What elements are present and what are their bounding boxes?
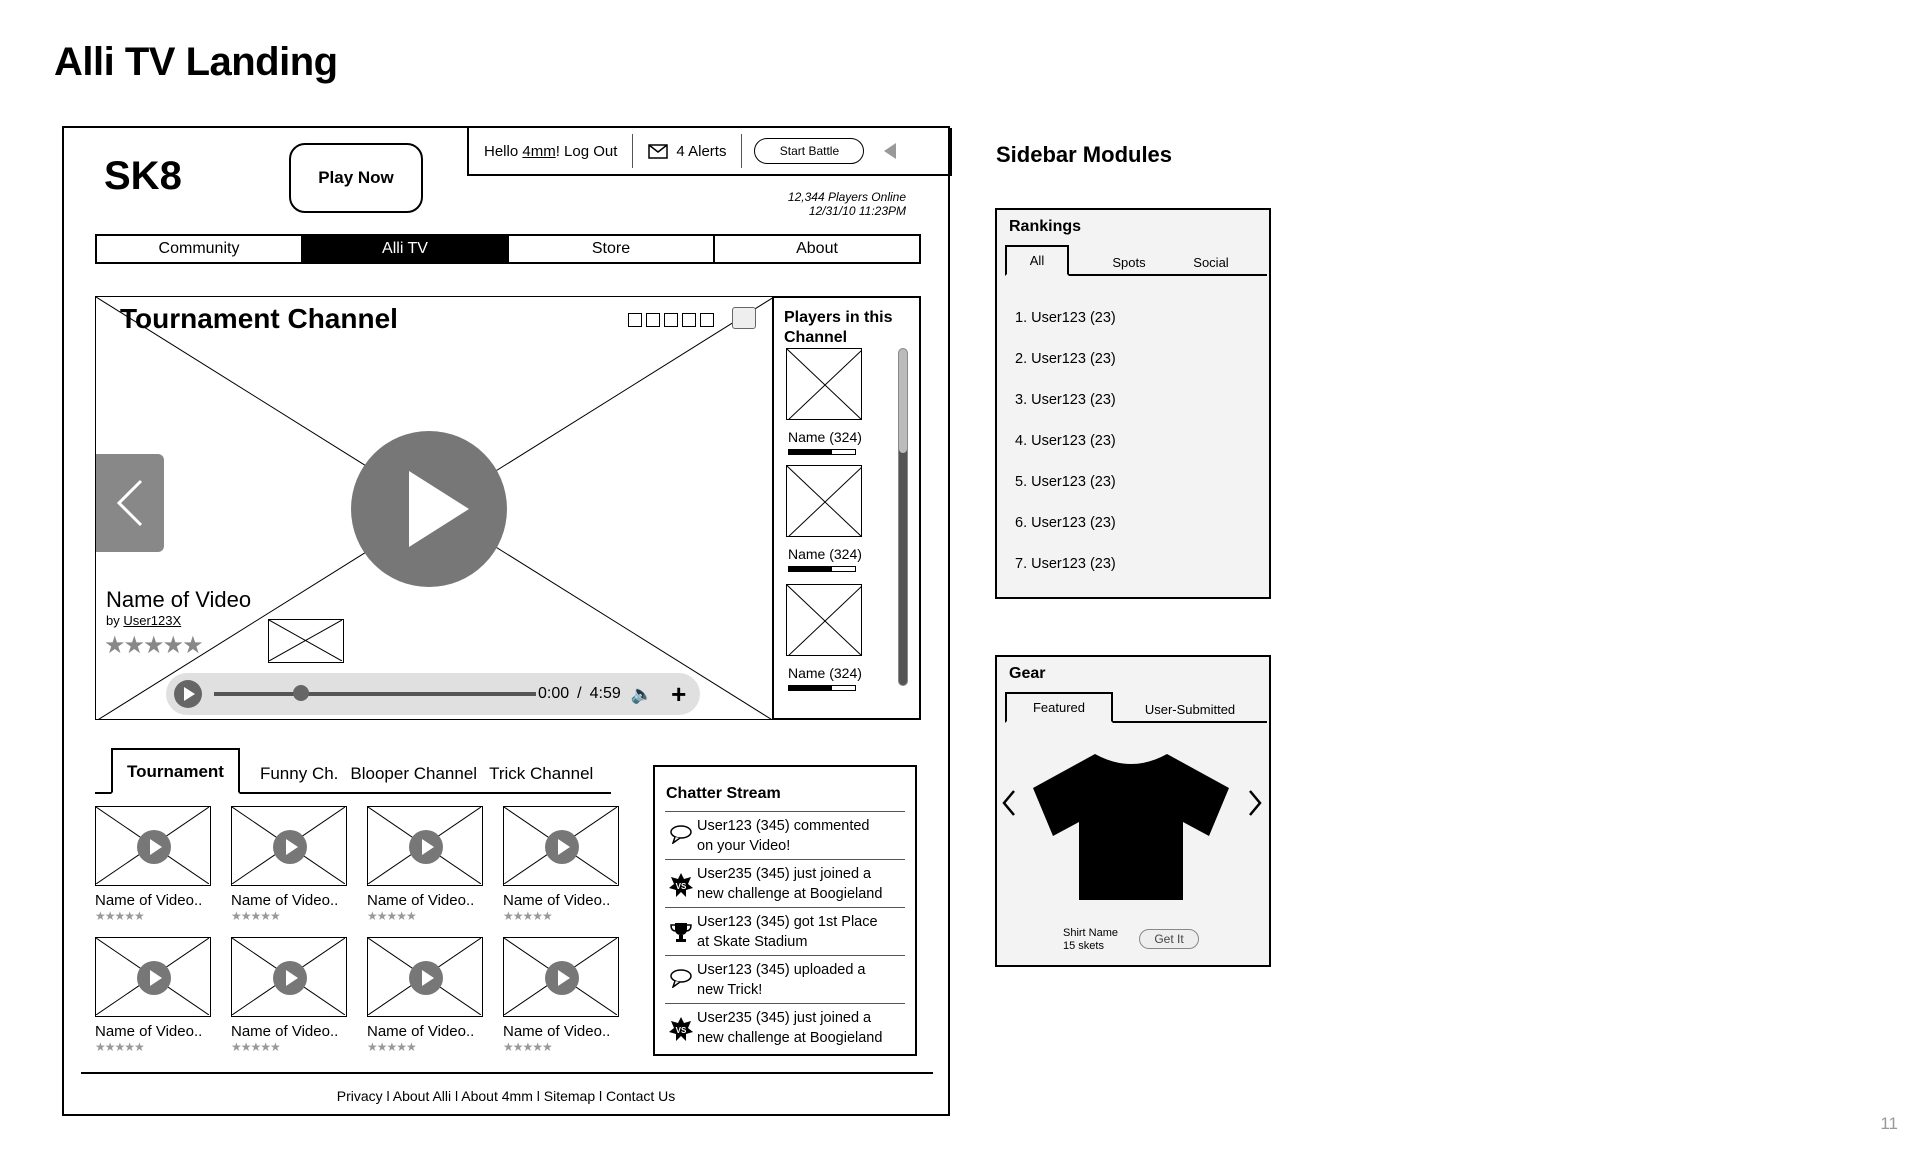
player-level-bar (788, 566, 856, 572)
tab-user-submitted[interactable]: User-Submitted (1144, 702, 1236, 717)
play-icon[interactable] (545, 830, 579, 864)
player-card[interactable] (786, 348, 862, 455)
ranking-item[interactable]: 4. User123 (23) (1015, 433, 1116, 449)
channel-tabs (95, 750, 611, 794)
main-nav (95, 234, 921, 264)
video-thumbnail-card[interactable] (367, 937, 483, 1054)
play-icon[interactable] (137, 830, 171, 864)
video-author (106, 613, 181, 628)
thumbnail-title: Name of Video.. (231, 1023, 339, 1040)
gear-tabs (1005, 691, 1267, 723)
thumbnail-rating: ★★★★★ (367, 1040, 416, 1054)
players-scrollbar[interactable] (898, 348, 908, 686)
video-player[interactable] (95, 296, 773, 720)
chatter-line: User123 (345) got 1st Place (697, 914, 878, 930)
username-link[interactable]: 4mm (522, 142, 556, 160)
trophy-icon (665, 912, 697, 949)
chatter-item[interactable] (665, 955, 905, 1003)
thumbnail-image (367, 937, 483, 1017)
player-avatar (786, 584, 862, 656)
previous-video-button[interactable] (96, 454, 164, 552)
thumbnail-rating: ★★★★★ (95, 909, 144, 923)
slide-dot[interactable] (628, 313, 642, 327)
tab-all[interactable]: All (1005, 245, 1069, 276)
video-thumbnail-card[interactable] (231, 937, 347, 1054)
seek-handle[interactable] (293, 685, 309, 701)
thumbnail-title: Name of Video.. (95, 1023, 203, 1040)
chatter-text (697, 912, 878, 952)
greeting-suffix: ! (555, 142, 560, 160)
video-thumbnail-card[interactable] (503, 937, 619, 1054)
by-label: by (106, 613, 124, 628)
thumbnail-rating: ★★★★★ (503, 909, 552, 923)
players-online: 12,344 Players Online (787, 190, 906, 204)
greeting (469, 134, 633, 168)
thumbnail-title: Name of Video.. (503, 892, 611, 909)
slide-dot[interactable] (646, 313, 660, 327)
chatter-line: User123 (345) commented (697, 818, 870, 834)
get-it-button[interactable]: Get It (1139, 929, 1199, 949)
players-panel (772, 296, 921, 720)
start-battle-button[interactable]: Start Battle (754, 138, 864, 164)
rankings-title: Rankings (1009, 218, 1082, 235)
player-card[interactable] (786, 465, 862, 572)
chatter-line: new challenge at Boogieland (697, 1030, 883, 1046)
speech-bubble-icon (665, 816, 697, 849)
chatter-list (665, 811, 905, 1051)
volume-icon[interactable]: 🔈 (630, 683, 654, 704)
channel-title: Tournament Channel (120, 303, 398, 334)
play-icon[interactable] (273, 961, 307, 995)
footer-link-about-4mm[interactable]: About 4mm (461, 1088, 533, 1104)
duration: 4:59 (589, 685, 621, 702)
video-thumbnail-card[interactable] (367, 806, 483, 923)
slide-dot[interactable] (664, 313, 678, 327)
chatter-item[interactable] (665, 811, 905, 859)
sidebar-title: Sidebar Modules (996, 142, 1173, 167)
rankings-tabs (1005, 244, 1267, 276)
greeting-prefix: Hello (484, 142, 523, 160)
rating-stars[interactable]: ★★★★★ (104, 632, 202, 659)
thumbnail-image (95, 806, 211, 886)
chatter-line: User235 (345) just joined a (697, 866, 872, 882)
thumbnail-rating: ★★★★★ (231, 909, 280, 923)
thumbnail-title: Name of Video.. (367, 1023, 475, 1040)
chatter-line: on your Video! (697, 838, 791, 854)
slide-indicators (628, 313, 714, 327)
chatter-text (697, 864, 882, 904)
image-placeholder-cross (269, 620, 342, 661)
tab-trick[interactable]: Trick Channel (489, 764, 594, 783)
footer-separator: l (532, 1088, 544, 1104)
thumbnail-image (95, 937, 211, 1017)
chevron-left-icon (115, 478, 145, 528)
video-thumbnail-card[interactable] (95, 806, 211, 923)
tab-tournament[interactable]: Tournament (111, 748, 240, 794)
chatter-line: at Skate Stadium (697, 934, 808, 950)
envelope-icon (648, 144, 668, 159)
play-icon[interactable] (273, 830, 307, 864)
video-thumbnail-card[interactable] (503, 806, 619, 923)
chatter-line: new Trick! (697, 982, 763, 998)
nav-tab-community[interactable]: Community (97, 236, 303, 262)
nav-tab-alli-tv[interactable]: Alli TV (303, 236, 509, 262)
current-time: 0:00 (538, 685, 570, 702)
page-number: 11 (1880, 1114, 1898, 1133)
shirt-name: Shirt Name (1063, 927, 1119, 939)
online-status (788, 190, 906, 218)
chatter-stream (653, 765, 917, 1056)
thumbnail-image (503, 937, 619, 1017)
thumbnail-rating: ★★★★★ (367, 909, 416, 923)
control-play-button[interactable] (174, 680, 202, 708)
footer-link-contact[interactable]: Contact Us (606, 1088, 676, 1104)
footer-link-about-alli[interactable]: About Alli (392, 1088, 452, 1104)
alerts-label: 4 Alerts (676, 142, 727, 160)
chatter-line: User235 (345) just joined a (697, 1010, 872, 1026)
ranking-item[interactable]: 2. User123 (23) (1015, 351, 1116, 367)
nav-tab-about[interactable]: About (796, 240, 838, 257)
thumbnail-rating: ★★★★★ (95, 1040, 144, 1054)
chatter-text (697, 1008, 882, 1048)
chatter-item[interactable] (665, 1003, 905, 1051)
thumbnail-title: Name of Video.. (231, 892, 339, 909)
big-play-button[interactable] (351, 431, 507, 587)
play-icon[interactable] (545, 961, 579, 995)
add-icon[interactable]: + (671, 678, 687, 709)
svg-text:VS: VS (675, 882, 687, 891)
play-icon (351, 431, 507, 587)
thumbnail-rating: ★★★★★ (231, 1040, 280, 1054)
chatter-text (697, 960, 865, 1000)
thumbnail-image (503, 806, 619, 886)
footer-separator: l (451, 1088, 462, 1104)
site-wireframe (62, 126, 950, 1116)
thumbnail-rating: ★★★★★ (503, 1040, 552, 1054)
footer-separator: l (595, 1088, 606, 1104)
nav-tab-store[interactable]: Store (509, 236, 715, 262)
seek-bar[interactable] (214, 692, 536, 696)
play-icon[interactable] (409, 830, 443, 864)
alerts-link[interactable] (633, 134, 742, 168)
rankings-module (995, 208, 1271, 599)
time-separator: / (577, 685, 582, 702)
ranking-item[interactable]: 6. User123 (23) (1015, 515, 1116, 531)
gear-module (995, 655, 1271, 967)
player-level-bar (788, 449, 856, 455)
thumbnail-image (231, 937, 347, 1017)
chatter-item[interactable] (665, 907, 905, 955)
author-link[interactable]: User123X (123, 613, 182, 628)
gear-next-arrow[interactable] (1247, 787, 1263, 826)
player-avatar (786, 348, 862, 420)
scrollbar-thumb[interactable] (899, 349, 907, 453)
video-controls (166, 673, 700, 715)
ranking-item[interactable]: 1. User123 (23) (1015, 310, 1116, 326)
gear-prev-arrow[interactable] (1001, 787, 1017, 826)
shirt-info (1063, 927, 1118, 953)
tab-blooper[interactable]: Blooper Channel (350, 764, 478, 783)
tab-social[interactable]: Social (1193, 255, 1229, 270)
user-bar (467, 128, 952, 176)
tab-featured[interactable]: Featured (1005, 692, 1113, 723)
speech-bubble-icon (665, 960, 697, 993)
footer-link-sitemap[interactable]: Sitemap (543, 1088, 596, 1104)
play-now-button[interactable]: Play Now (289, 143, 423, 213)
rankings-list (1015, 298, 1116, 585)
video-thumbnail-card[interactable] (231, 806, 347, 923)
player-name: Name (324) (788, 665, 862, 681)
video-thumbnail[interactable] (268, 619, 344, 663)
vs-badge-icon (665, 1008, 697, 1047)
chatter-text (697, 816, 869, 856)
footer-links (64, 1088, 948, 1104)
svg-text:VS: VS (675, 1026, 687, 1035)
logout-link[interactable]: Log Out (564, 142, 618, 160)
footer-separator: l (382, 1088, 393, 1104)
video-thumbnail-card[interactable] (95, 937, 211, 1054)
shirt-price: 15 skets (1063, 940, 1104, 952)
thumbnail-title: Name of Video.. (367, 892, 475, 909)
collapse-arrow-icon[interactable] (884, 143, 896, 159)
chatter-line: User123 (345) uploaded a (697, 962, 866, 978)
video-grid (95, 806, 619, 1054)
ranking-item[interactable]: 3. User123 (23) (1015, 392, 1116, 408)
video-name: Name of Video (106, 587, 252, 612)
tab-funny[interactable]: Funny Ch. (259, 764, 339, 783)
site-logo[interactable]: SK8 (104, 154, 182, 198)
player-name: Name (324) (788, 429, 862, 445)
play-icon[interactable] (409, 961, 443, 995)
chatter-line: new challenge at Boogieland (697, 886, 883, 902)
player-card[interactable] (786, 584, 862, 691)
gear-title: Gear (1009, 665, 1046, 682)
play-icon[interactable] (137, 961, 171, 995)
player-avatar (786, 465, 862, 537)
thumbnail-title: Name of Video.. (503, 1023, 611, 1040)
players-panel-title: Players in this Channel (784, 309, 893, 346)
page-title: Alli TV Landing (54, 40, 338, 84)
tab-spots[interactable]: Spots (1112, 255, 1146, 270)
slide-dot[interactable] (700, 313, 714, 327)
thumbnail-title: Name of Video.. (95, 892, 203, 909)
chevron-left-icon (1001, 789, 1017, 817)
player-level-bar (788, 685, 856, 691)
slide-dot[interactable] (682, 313, 696, 327)
player-name: Name (324) (788, 546, 862, 562)
tshirt-image[interactable] (1033, 752, 1229, 902)
footer-divider (81, 1072, 933, 1074)
ranking-item[interactable]: 5. User123 (23) (1015, 474, 1116, 490)
expand-icon[interactable] (732, 307, 756, 329)
chatter-title: Chatter Stream (666, 785, 781, 802)
ranking-item[interactable]: 7. User123 (23) (1015, 556, 1116, 572)
thumbnail-image (367, 806, 483, 886)
timestamp: 12/31/10 11:23PM (808, 204, 906, 218)
chevron-right-icon (1247, 789, 1263, 817)
thumbnail-image (231, 806, 347, 886)
chatter-item[interactable] (665, 859, 905, 907)
footer-link-privacy[interactable]: Privacy (336, 1088, 383, 1104)
vs-badge-icon (665, 864, 697, 903)
